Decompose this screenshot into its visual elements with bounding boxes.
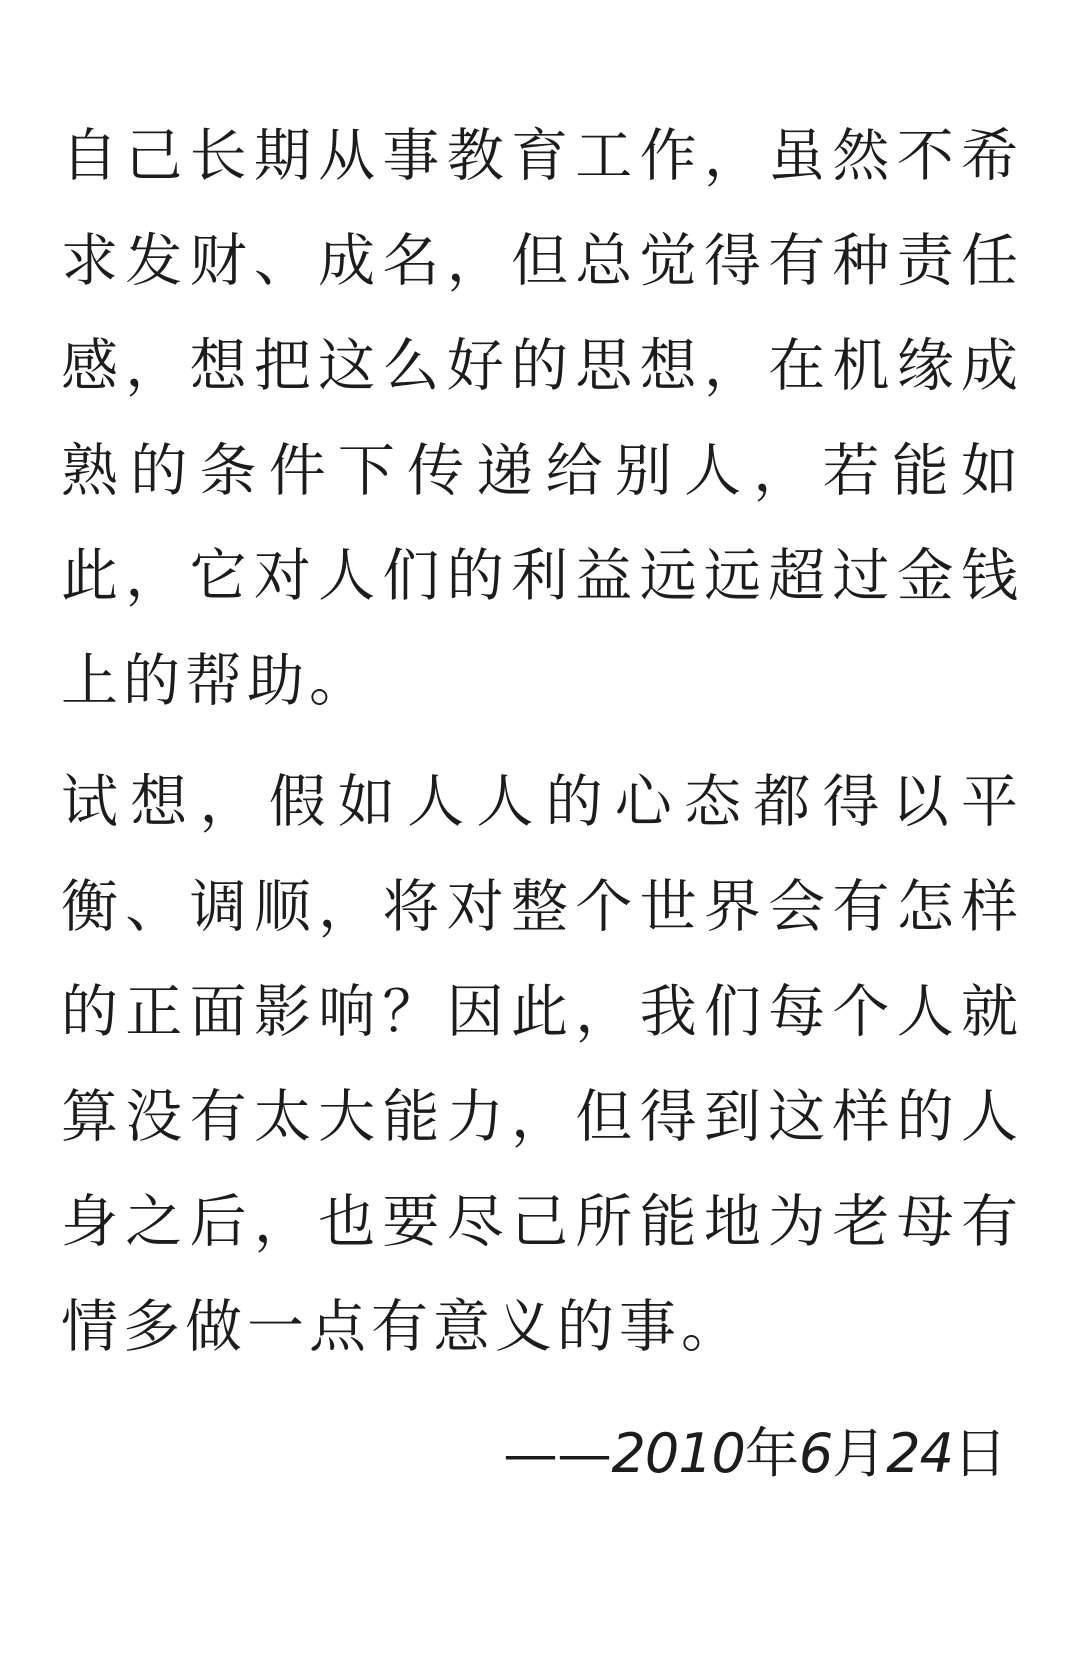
text-line: 求发财、成名，但总觉得有种责任 xyxy=(61,228,1018,294)
text-line: 自己长期从事教育工作，虽然不希 xyxy=(61,123,1018,189)
text-line: 试想，假如人人的心态都得以平 xyxy=(61,769,1018,835)
text-line: 此，它对人们的利益远远超过金钱 xyxy=(61,543,1018,609)
document-body xyxy=(61,104,1018,1506)
text-line: 的正面影响？因此，我们每个人就 xyxy=(61,979,1018,1045)
text-line: 情多做一点有意义的事。 xyxy=(61,1294,743,1360)
signature-date: ——2010年6月24日 xyxy=(503,1422,1007,1485)
date-digits: 24 xyxy=(886,1422,953,1485)
date-digits: 6 xyxy=(798,1422,833,1485)
text-line: 熟的条件下传递给别人，若能如 xyxy=(61,438,1018,504)
text-line: 算没有太大能力，但得到这样的人 xyxy=(61,1084,1018,1150)
text-line: 衡、调顺，将对整个世界会有怎样 xyxy=(61,874,1018,940)
paragraph-1 xyxy=(61,104,1018,734)
text-line: 上的帮助。 xyxy=(61,648,371,714)
text-line: 身之后，也要尽己所能地为老母有 xyxy=(61,1189,1018,1255)
text-line: 感，想把这么好的思想，在机缘成 xyxy=(61,333,1018,399)
date-digits: 2010 xyxy=(611,1422,745,1485)
paragraph-2 xyxy=(61,750,1018,1380)
